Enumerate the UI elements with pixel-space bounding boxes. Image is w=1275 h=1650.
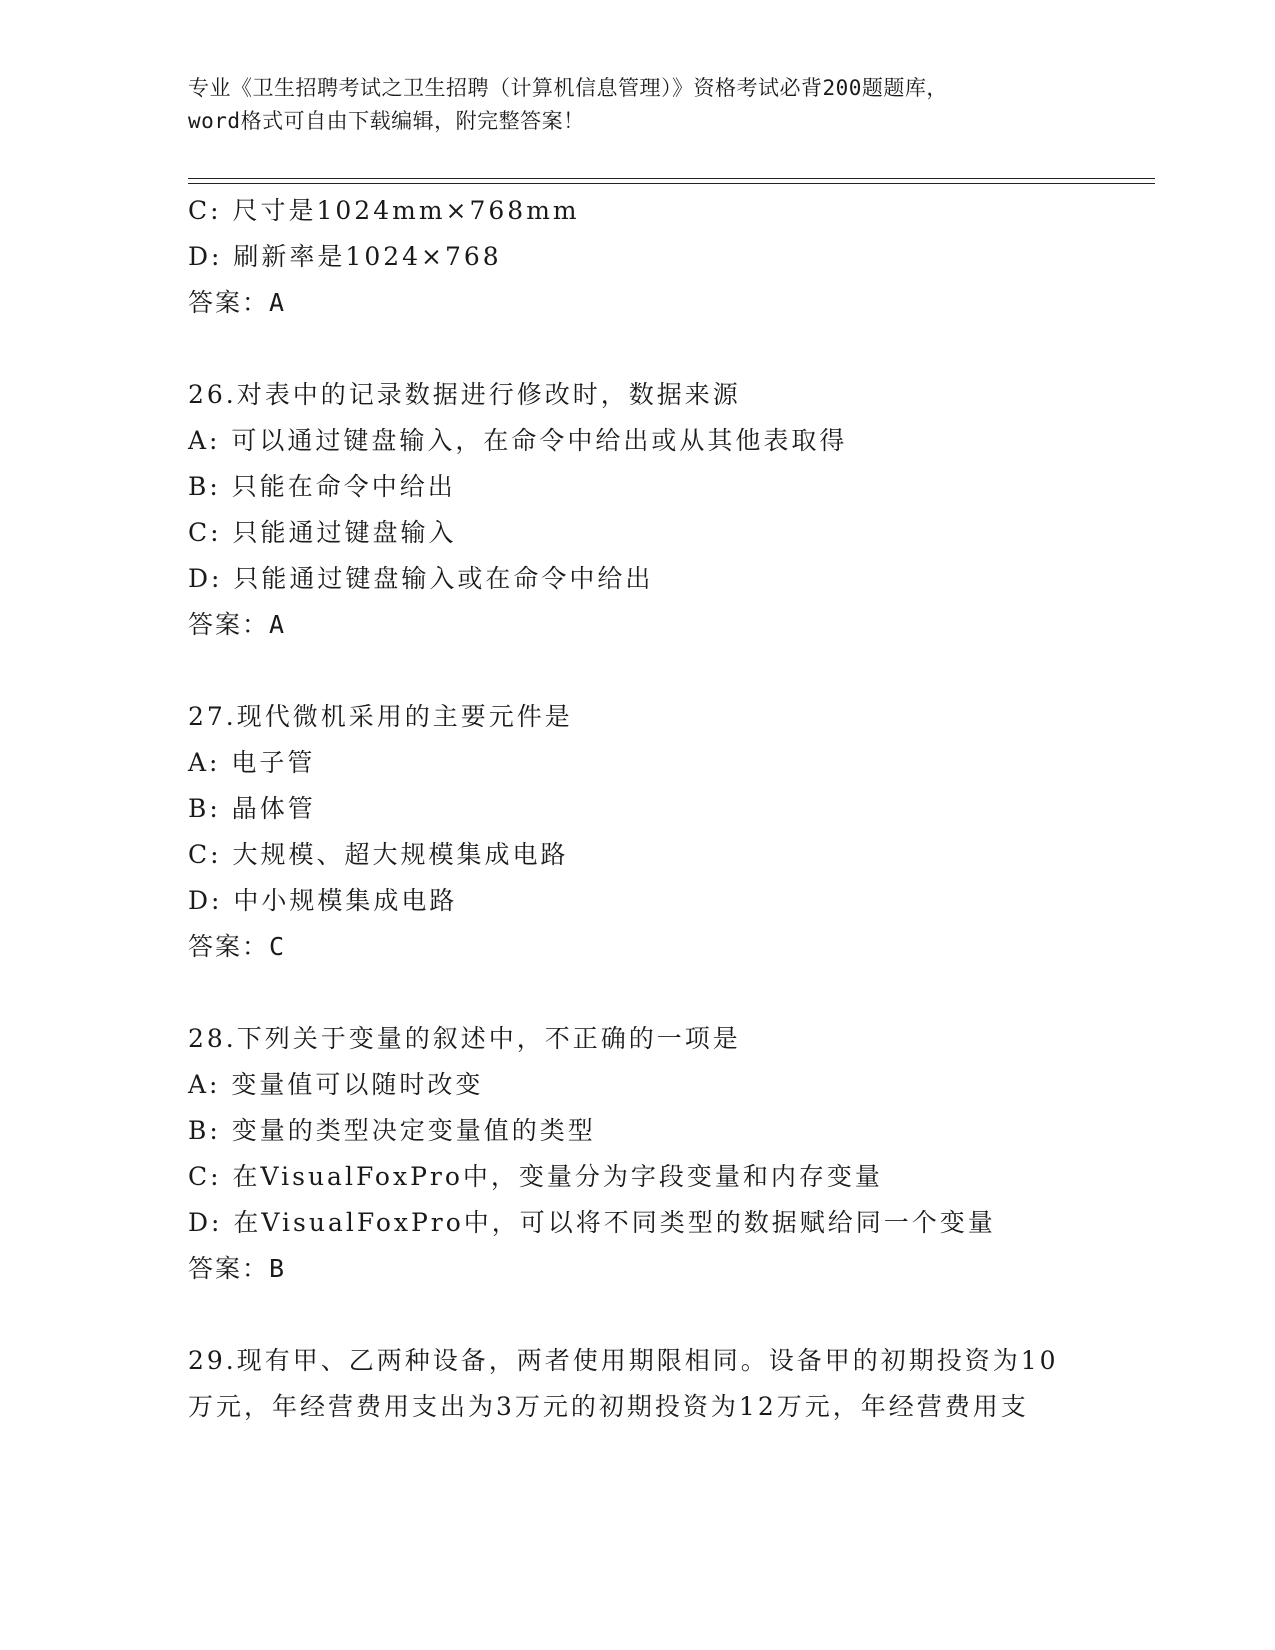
- option-d: D: 在VisualFoxPro中，可以将不同类型的数据赋给同一个变量: [188, 1208, 996, 1237]
- answer: [188, 1246, 1148, 1292]
- option-a: A: 可以通过键盘输入，在命令中给出或从其他表取得: [188, 426, 848, 455]
- option-c: C: 在VisualFoxPro中，变量分为字段变量和内存变量: [188, 1162, 883, 1191]
- header-divider-bottom: [188, 183, 1155, 184]
- answer-value: A: [269, 288, 286, 317]
- spacer: [188, 326, 1148, 372]
- option-d: D: 中小规模集成电路: [188, 886, 458, 915]
- answer-label: 答案：: [188, 932, 270, 961]
- answer: [188, 602, 1148, 648]
- header-line-2: word格式可自由下载编辑，附完整答案！: [188, 109, 585, 133]
- option-c: C: 只能通过键盘输入: [188, 518, 457, 547]
- option-c: C: 大规模、超大规模集成电路: [188, 840, 569, 869]
- question-text: 27.现代微机采用的主要元件是: [188, 702, 573, 731]
- option-b: B: 变量的类型决定变量值的类型: [188, 1116, 596, 1145]
- answer: [188, 280, 1148, 326]
- spacer: [188, 970, 1148, 1016]
- question-text-line-2: 万元，年经营费用支出为3万元的初期投资为12万元，年经营费用支: [188, 1392, 1029, 1421]
- question-text-line-1: 29.现有甲、乙两种设备，两者使用期限相同。设备甲的初期投资为10: [188, 1346, 1059, 1375]
- answer-label: 答案：: [188, 1254, 270, 1283]
- question-text: 28.下列关于变量的叙述中，不正确的一项是: [188, 1024, 741, 1053]
- option-a: A: 电子管: [188, 748, 316, 777]
- question-28: [188, 1016, 1148, 1292]
- answer-value: B: [269, 1254, 286, 1283]
- option-d: D: 只能通过键盘输入或在命令中给出: [188, 564, 654, 593]
- option-b: B: 晶体管: [188, 794, 316, 823]
- answer-label: 答案：: [188, 610, 270, 639]
- answer-value: C: [269, 932, 286, 961]
- spacer: [188, 1292, 1148, 1338]
- answer: [188, 924, 1148, 970]
- page-header: [188, 72, 1088, 138]
- question-26: [188, 372, 1148, 648]
- header-line-1: 专业《卫生招聘考试之卫生招聘（计算机信息管理）》资格考试必背200题题库，: [188, 76, 948, 100]
- question-text: 26.对表中的记录数据进行修改时，数据来源: [188, 380, 741, 409]
- option-b: B: 只能在命令中给出: [188, 472, 456, 501]
- question-27: [188, 694, 1148, 970]
- answer-label: 答案：: [188, 288, 270, 317]
- option-c: C: 尺寸是1024mm×768mm: [188, 196, 580, 225]
- question-list: [188, 188, 1148, 1430]
- question-29: [188, 1338, 1148, 1430]
- header-divider-top: [188, 178, 1155, 179]
- answer-value: A: [269, 610, 286, 639]
- spacer: [188, 648, 1148, 694]
- question-25: [188, 188, 1148, 326]
- option-d: D: 刷新率是1024×768: [188, 242, 502, 271]
- option-a: A: 变量值可以随时改变: [188, 1070, 484, 1099]
